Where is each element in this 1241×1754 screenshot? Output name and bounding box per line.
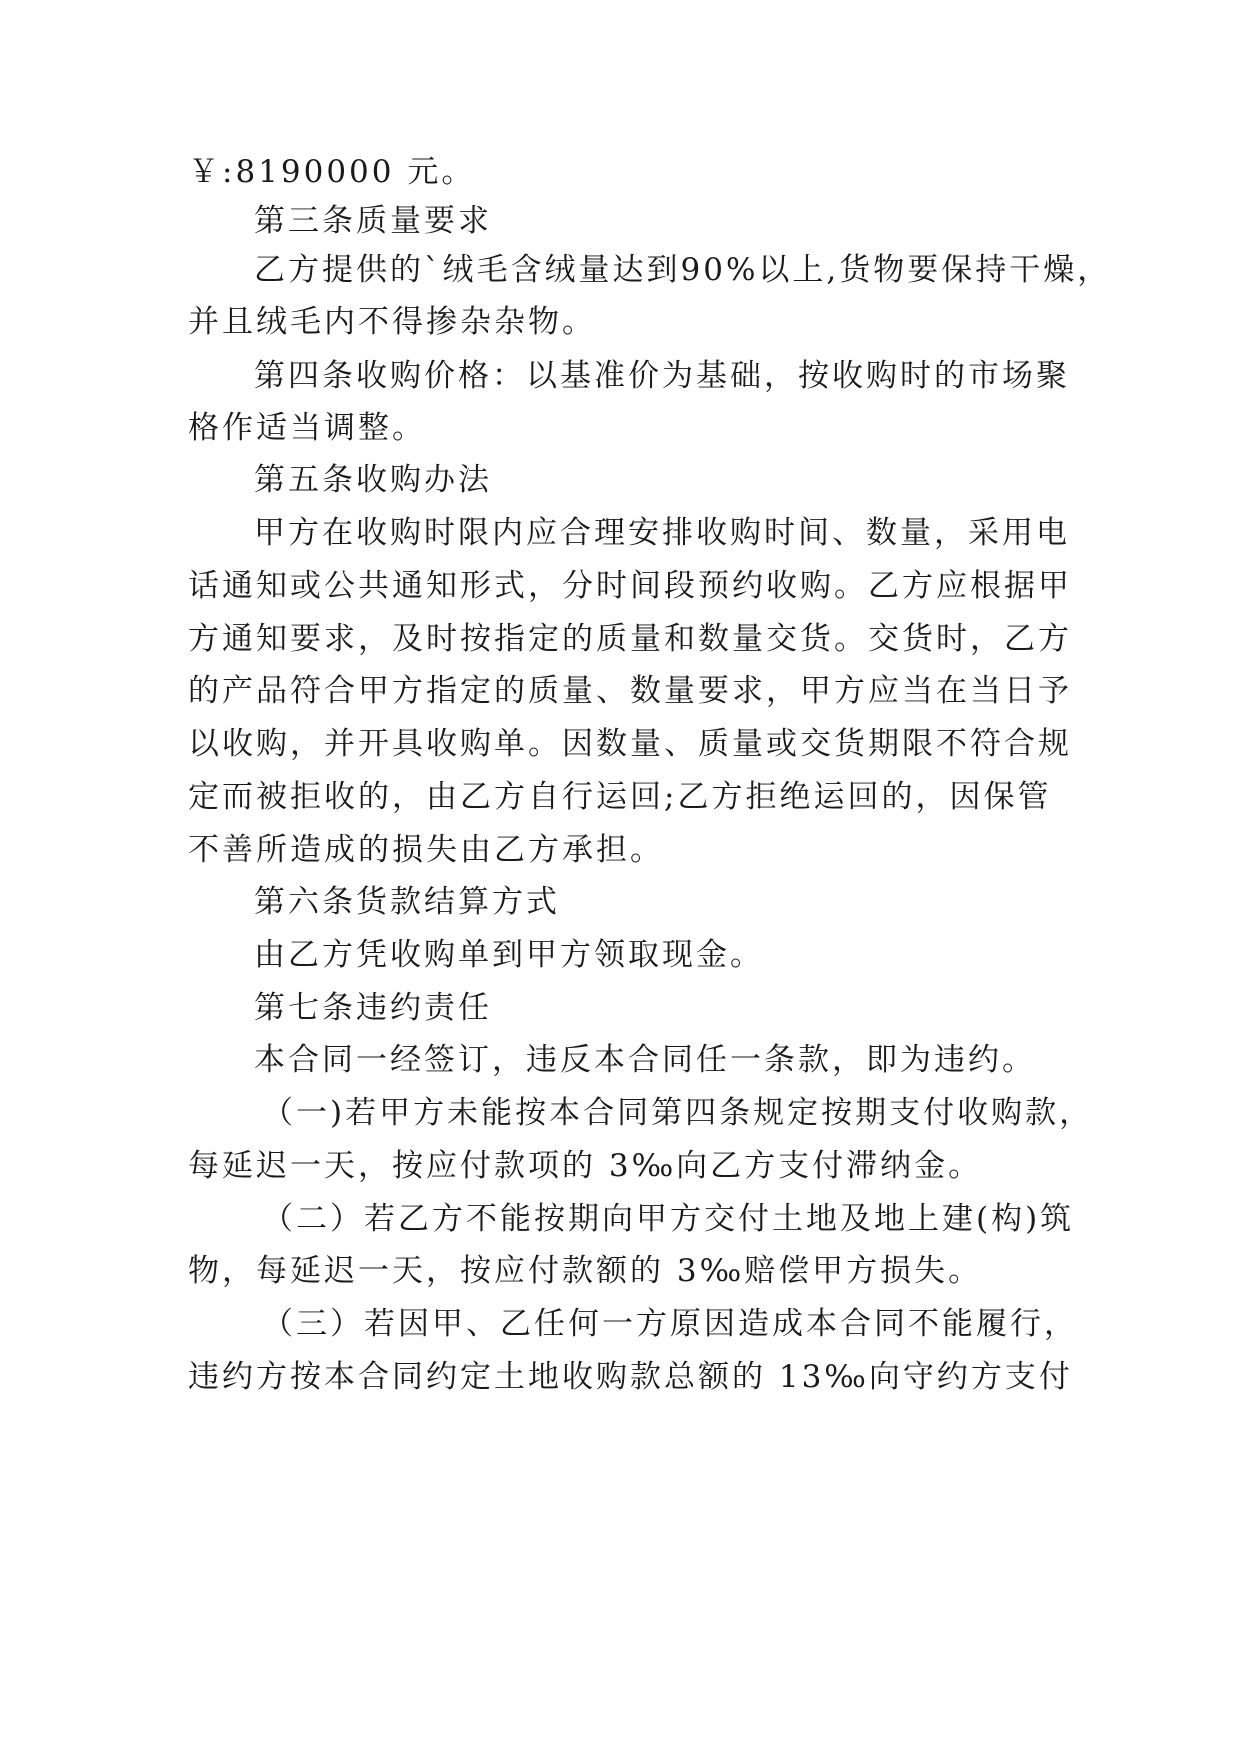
text-line-clause-2: （二）若乙方不能按期向甲方交付土地及地上建(构)筑 — [262, 1201, 1075, 1237]
text-line: 由乙方凭收购单到甲方领取现金。 — [254, 937, 764, 973]
text-line: 违约方按本合同约定土地收购款总额的 13‰向守约方支付 — [188, 1359, 1073, 1395]
text-line: 物，每延迟一天，按应付款额的 3‰赔偿甲方损失。 — [188, 1253, 983, 1289]
text-line-clause-3: （三）若因甲、乙任何一方原因造成本合同不能履行， — [262, 1306, 1078, 1342]
text-line: 甲方在收购时限内应合理安排收购时间、数量，采用电 — [254, 515, 1070, 551]
text-line-amount: ￥:8190000 元。 — [188, 154, 476, 190]
text-line: 以收购，并开具收购单。因数量、质量或交货期限不符合规 — [188, 726, 1072, 762]
text-line: 的产品符合甲方指定的质量、数量要求，甲方应当在当日予 — [188, 673, 1072, 709]
text-line: 方通知要求，及时按指定的质量和数量交货。交货时，乙方 — [188, 621, 1072, 657]
text-line: 格作适当调整。 — [188, 410, 426, 446]
heading-article-5: 第五条收购办法 — [254, 462, 492, 498]
heading-article-3: 第三条质量要求 — [254, 203, 492, 239]
heading-article-7: 第七条违约责任 — [254, 990, 492, 1026]
text-line: 话通知或公共通知形式，分时间段预约收购。乙方应根据甲 — [188, 568, 1072, 604]
text-line: 每延迟一天，按应付款项的 3‰向乙方支付滞纳金。 — [188, 1148, 983, 1184]
text-line: 定而被拒收的，由乙方自行运回;乙方拒绝运回的，因保管 — [188, 779, 1052, 815]
text-line: 本合同一经签订，违反本合同任一条款，即为违约。 — [254, 1042, 1036, 1078]
text-line: 并且绒毛内不得掺杂杂物。 — [188, 304, 596, 340]
text-line: 乙方提供的`绒毛含绒量达到90%以上,货物要保持干燥， — [254, 252, 1112, 288]
heading-article-6: 第六条货款结算方式 — [254, 884, 560, 920]
text-line-clause-1: （一)若甲方未能按本合同第四条规定按期支付收购款， — [262, 1095, 1094, 1131]
text-line: 不善所造成的损失由乙方承担。 — [188, 832, 664, 868]
heading-article-4: 第四条收购价格：以基准价为基础，按收购时的市场聚 — [254, 358, 1070, 394]
